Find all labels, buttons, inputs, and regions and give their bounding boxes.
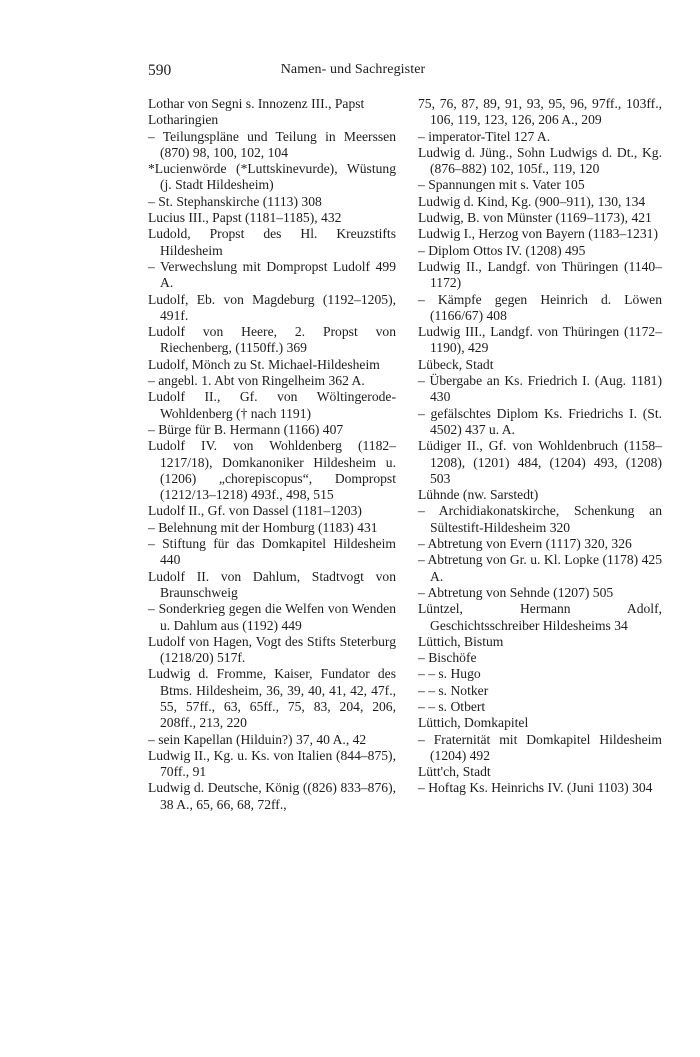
index-entry: – Übergabe an Ks. Friedrich I. (Aug. 1181) 430 — [418, 373, 662, 405]
index-entry: – Belehnung mit der Homburg (1183) 431 — [148, 519, 378, 535]
index-entry: – angebl. 1. Abt von Ringelheim 362 A. — [148, 373, 365, 389]
index-entry: – St. Stephanskirche (1113) 308 — [148, 193, 322, 209]
index-entry: Ludwig III., Landgf. von Thüringen (1172–1190), 429 — [418, 324, 662, 356]
page-header — [148, 62, 558, 84]
index-entry: Ludolf von Hagen, Vogt des Stifts Steterburg (1218/20) 517f. — [148, 633, 396, 666]
index-entry: Lüttich, Domkapitel — [418, 715, 529, 731]
index-entry: Lübeck, Stadt — [418, 356, 494, 372]
index-entry: Ludold, Propst des Hl. Kreuzstifts Hildesheim — [148, 226, 396, 258]
index-entry: Ludolf II., Gf. von Dassel (1181–1203) — [148, 503, 362, 519]
index-entry: Lütt'ch, Stadt — [418, 764, 491, 780]
index-entry: – Spannungen mit s. Vater 105 — [418, 177, 585, 193]
index-entry: – Abtretung von Gr. u. Kl. Lopke (1178) 425 A. — [418, 552, 662, 584]
index-entry: Ludolf IV. von Wohldenberg (1182–1217/18), Domkanoniker Hildesheim u. (1206) „chorepiscopus“, Dompropst (1212/13–1218) 493f., 498, 515 — [148, 438, 396, 503]
index-entry: – imperator-Titel 127 A. — [418, 128, 551, 144]
index-entry: – Abtretung von Evern (1117) 320, 326 — [418, 536, 632, 552]
index-entry: – Fraternität mit Domkapitel Hildesheim (1204) 492 — [418, 731, 662, 763]
running-title: Namen- und Sachregister — [280, 62, 426, 77]
index-entry: 75, 76, 87, 89, 91, 93, 95, 96, 97ff., 103ff., 106, 119, 123, 126, 206 A., 209 — [418, 96, 662, 128]
index-entry: Lüdiger II., Gf. von Wohldenbruch (1158–1208), (1201) 484, (1204) 493, (1208) 503 — [418, 438, 662, 486]
index-entry: – Stiftung für das Domkapitel Hildesheim 440 — [148, 536, 396, 568]
index-entry: – Bürge für B. Hermann (1166) 407 — [148, 421, 344, 437]
index-entry: Lotharingien — [148, 112, 219, 128]
index-entry: Ludwig II., Landgf. von Thüringen (1140–1172) — [418, 258, 662, 291]
index-entry: Lucius III., Papst (1181–1185), 432 — [148, 210, 342, 226]
index-entry: Ludwig d. Deutsche, König ((826) 833–876), 38 A., 65, 66, 68, 72ff., — [148, 780, 396, 812]
index-entry: – Abtretung von Sehnde (1207) 505 — [418, 584, 614, 600]
index-entry: – Verwechslung mit Dompropst Ludolf 499 A. — [148, 258, 396, 291]
index-entry: Lüntzel, Hermann Adolf, Geschichtsschreiber Hildesheims 34 — [418, 601, 662, 633]
index-entry: – sein Kapellan (Hilduin?) 37, 40 A., 42 — [148, 731, 367, 747]
index-entry: – – s. Notker — [418, 682, 489, 698]
index-entry: – Hoftag Ks. Heinrichs IV. (Juni 1103) 304 — [418, 780, 653, 796]
index-entry: Ludolf, Eb. von Magdeburg (1192–1205), 491f. — [148, 291, 396, 323]
index-entry: – Kämpfe gegen Heinrich d. Löwen (1166/67) 408 — [418, 291, 662, 323]
index-entry: – – s. Otbert — [418, 698, 486, 714]
index-entry: Ludolf, Mönch zu St. Michael-Hildesheim — [148, 356, 380, 372]
index-entry: Ludwig d. Kind, Kg. (900–911), 130, 134 — [418, 193, 646, 209]
index-entry: Lüttich, Bistum — [418, 633, 504, 649]
index-entry: *Lucienwörde (*Luttskinevurde), Wüstung (j. Stadt Hildesheim) — [148, 161, 396, 193]
index-entry: Ludwig d. Jüng., Sohn Ludwigs d. Dt., Kg. (876–882) 102, 105f., 119, 120 — [418, 144, 662, 177]
index-entry: Lothar von Segni s. Innozenz III., Papst — [148, 96, 365, 111]
index-entry: Lühnde (nw. Sarstedt) — [418, 487, 539, 503]
index-column-left — [148, 96, 396, 813]
index-entry: Ludolf II. von Dahlum, Stadtvogt von Braunschweig — [148, 568, 396, 600]
index-entry: Ludwig I., Herzog von Bayern (1183–1231) — [418, 226, 658, 242]
index-entry: Ludwig, B. von Münster (1169–1173), 421 — [418, 210, 652, 226]
index-column-right — [418, 96, 662, 797]
index-entry: – Archidiakonatskirche, Schenkung an Sültestift-Hildesheim 320 — [418, 503, 662, 535]
index-entry: Ludolf von Heere, 2. Propst von Riechenberg, (1150ff.) 369 — [148, 324, 396, 356]
index-entry: – Diplom Ottos IV. (1208) 495 — [418, 242, 586, 258]
index-entry: – Teilungspläne und Teilung in Meerssen (870) 98, 100, 102, 104 — [148, 128, 396, 160]
index-entry: – – s. Hugo — [418, 666, 481, 682]
index-entry: – Bischöfe — [418, 650, 477, 666]
index-entry: Ludwig II., Kg. u. Ks. von Italien (844–875), 70ff., 91 — [148, 747, 396, 780]
index-entry: – gefälschtes Diplom Ks. Friedrichs I. (St. 4502) 437 u. A. — [418, 405, 662, 437]
index-entry: Ludolf II., Gf. von Wöltingerode-Wohldenberg († nach 1191) — [148, 389, 396, 421]
index-entry: – Sonderkrieg gegen die Welfen von Wenden u. Dahlum aus (1192) 449 — [148, 601, 396, 633]
index-entry: Ludwig d. Fromme, Kaiser, Fundator des Btms. Hildesheim, 36, 39, 40, 41, 42, 47f., 55, 57ff., 63, 65ff., 75, 83, 204, 206, 208ff., 213, 220 — [148, 666, 396, 731]
page-number: 590 — [148, 62, 172, 79]
